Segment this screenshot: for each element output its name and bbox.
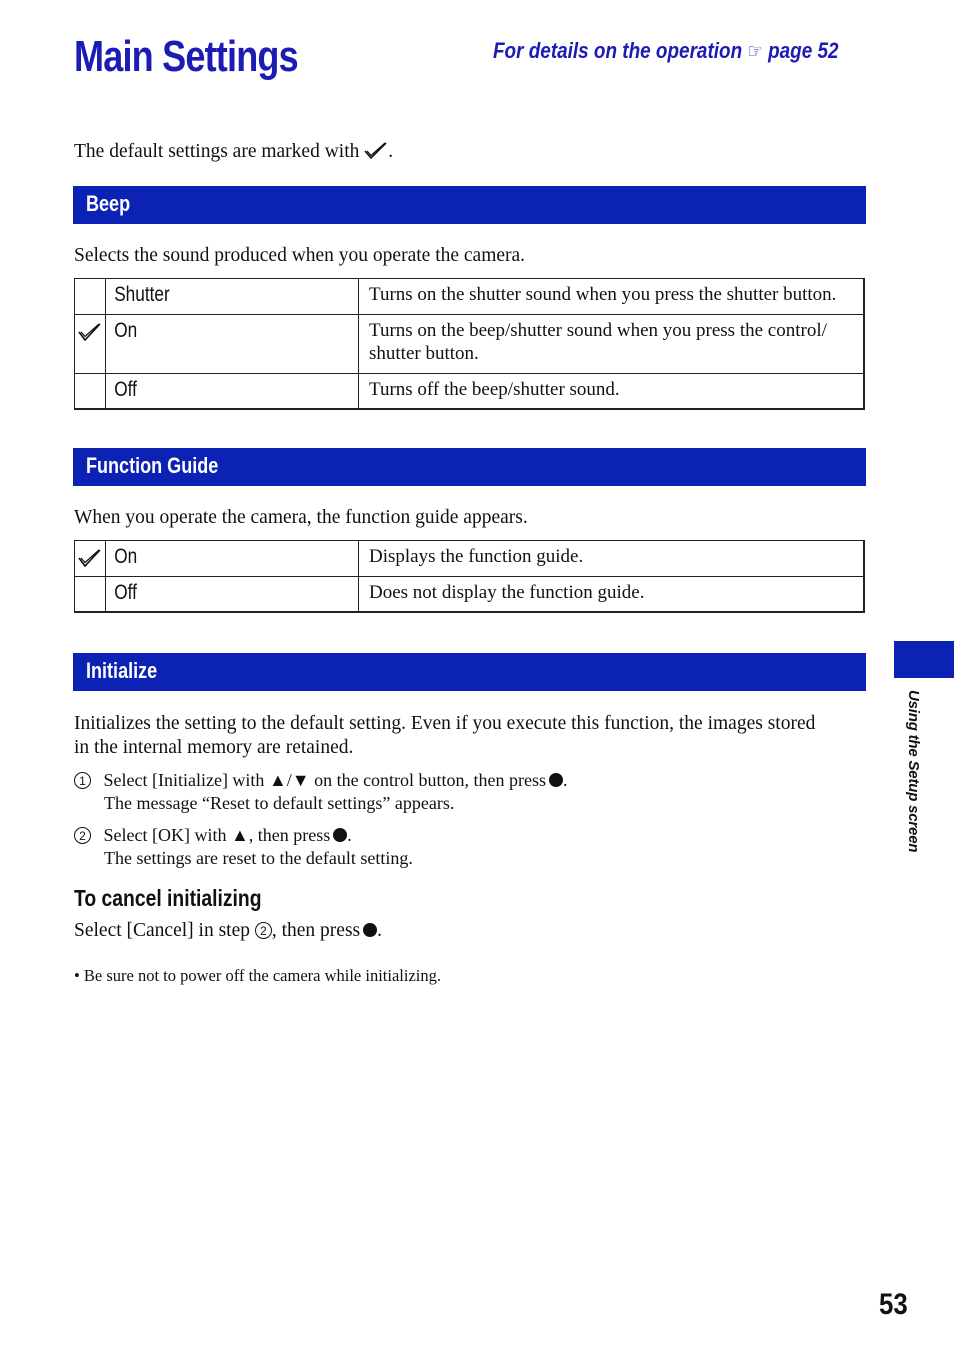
option-name: On [114, 545, 138, 568]
details-text: For details on the operation [493, 38, 743, 63]
step-2-result: The settings are reset to the default setting. [104, 848, 413, 868]
checkmark-icon [78, 548, 102, 568]
cancel-heading: To cancel initializing [74, 885, 262, 911]
section-heading-function-guide: Function Guide [86, 453, 219, 478]
option-name: Shutter [114, 283, 170, 306]
beep-table [74, 278, 865, 410]
step-number-circle: 2 [255, 922, 272, 939]
option-desc: Displays the function guide. [359, 541, 865, 577]
option-name: Off [114, 581, 137, 604]
side-tab-marker [894, 641, 954, 678]
default-cell [75, 279, 106, 315]
option-desc: Does not display the function guide. [359, 577, 865, 612]
table-row [75, 374, 865, 409]
details-page: page 52 [768, 38, 839, 63]
caution-note: • Be sure not to power off the camera while initializing. [74, 966, 441, 985]
center-button-icon [333, 828, 347, 842]
checkmark-icon [364, 142, 388, 160]
option-desc: Turns on the shutter sound when you press the shutter button. [359, 279, 865, 315]
option-desc: Turns off the beep/shutter sound. [359, 374, 865, 409]
function-guide-table [74, 540, 865, 613]
function-guide-description: When you operate the camera, the function guide appears. [74, 507, 528, 528]
table-row [75, 315, 865, 374]
table-row [75, 577, 865, 612]
default-note: The default settings are marked with . [74, 141, 394, 162]
initialize-description: Initializes the setting to the default setting. Even if you execute this function, the images stored in the internal memory are retained. [74, 713, 816, 758]
option-desc: Turns on the beep/shutter sound when you press the control/ shutter button. [359, 315, 865, 374]
page-title: Main Settings [74, 32, 298, 81]
default-cell [75, 577, 106, 612]
center-button-icon [363, 923, 377, 937]
step-1-result: The message “Reset to default settings” appears. [104, 793, 455, 813]
page-number: 53 [879, 1288, 908, 1321]
section-heading-beep: Beep [86, 191, 131, 216]
up-arrow-icon: ▲ [230, 825, 249, 845]
step-number-circle: 1 [74, 772, 91, 789]
pointing-hand-icon: ☞ [747, 41, 763, 63]
cancel-instructions: Select [Cancel] in step 2 , then press . [74, 920, 383, 941]
default-cell [75, 374, 106, 409]
option-name: On [114, 319, 138, 342]
checkmark-icon [78, 322, 102, 342]
beep-description: Selects the sound produced when you operate the camera. [74, 245, 526, 266]
up-down-arrow-icon: ▲/▼ [268, 770, 310, 790]
step-2: 2 Select [OK] with ▲, then press . The settings are reset to the default setting. [74, 824, 413, 870]
bullet-icon: • [74, 966, 80, 985]
section-bar-initialize [73, 653, 866, 691]
section-bar-function-guide [73, 448, 866, 486]
details-link[interactable] [493, 38, 839, 64]
default-cell [75, 315, 106, 374]
default-cell [75, 541, 106, 577]
table-row [75, 279, 865, 315]
section-heading-initialize: Initialize [86, 658, 158, 683]
step-1: 1 Select [Initialize] with ▲/▼ on the control button, then press . The message “Reset to default settings” appears. [74, 769, 568, 815]
table-row [75, 541, 865, 577]
center-button-icon [549, 773, 563, 787]
section-bar-beep [73, 186, 866, 224]
option-name: Off [114, 378, 137, 401]
step-number-circle: 2 [74, 827, 91, 844]
side-tab-label: Using the Setup screen [905, 690, 922, 853]
